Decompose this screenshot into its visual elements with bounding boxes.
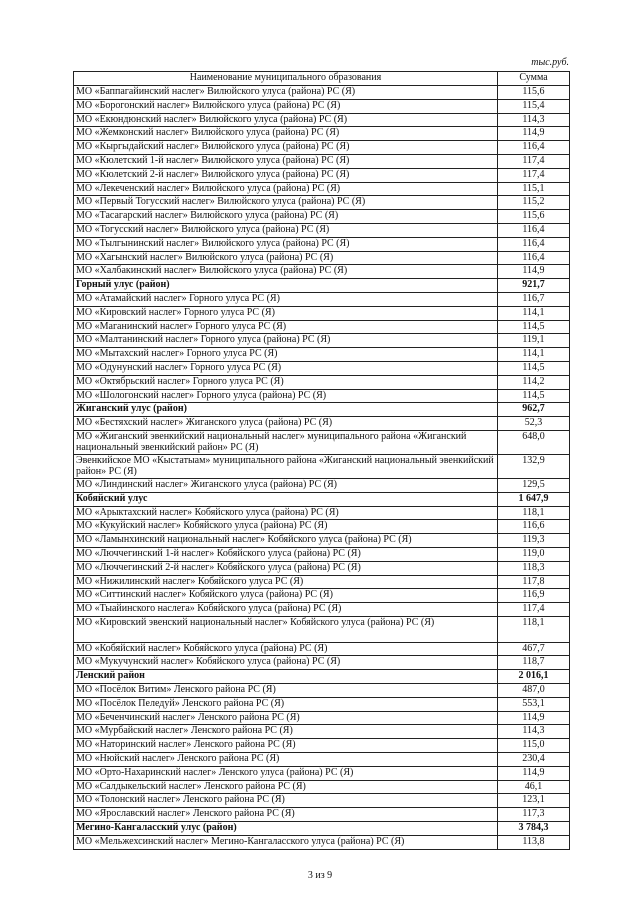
- row-name: МО «Шологонский наслег» Горного улуса (района) РС (Я): [74, 389, 498, 403]
- row-sum: 114,1: [498, 348, 570, 362]
- row-sum: 114,3: [498, 725, 570, 739]
- row-name: МО «Линдинский наслег» Жиганского улуса (района) РС (Я): [74, 478, 498, 492]
- row-name: МО «Жемконский наслег» Вилюйского улуса (района) РС (Я): [74, 127, 498, 141]
- table-row: [74, 753, 570, 767]
- table-row: [74, 141, 570, 155]
- row-name: МО «Нюйский наслег» Ленского района РС (Я): [74, 753, 498, 767]
- row-sum: 114,9: [498, 127, 570, 141]
- table-row: [74, 182, 570, 196]
- row-sum: 114,1: [498, 306, 570, 320]
- row-name: МО «Ярославский наслег» Ленского района РС (Я): [74, 808, 498, 822]
- row-name: МО «Тасагарский наслег» Вилюйского улуса (района) РС (Я): [74, 210, 498, 224]
- row-name: МО «Лекеченский наслег» Вилюйского улуса (района) РС (Я): [74, 182, 498, 196]
- row-sum: 467,7: [498, 642, 570, 656]
- row-name: МО «Кыргыдайский наслег» Вилюйского улуса (района) РС (Я): [74, 141, 498, 155]
- table-row: [74, 534, 570, 548]
- row-name: МО «Халбакинский наслег» Вилюйского улуса (района) РС (Я): [74, 265, 498, 279]
- row-sum: 114,5: [498, 389, 570, 403]
- row-sum: 115,6: [498, 210, 570, 224]
- row-name: МО «Маганинский наслег» Горного улуса РС (Я): [74, 320, 498, 334]
- table-row: [74, 127, 570, 141]
- row-sum: 132,9: [498, 454, 570, 478]
- row-name: МО «Толонский наслег» Ленского района РС (Я): [74, 794, 498, 808]
- row-sum: 116,4: [498, 141, 570, 155]
- table-row: [74, 334, 570, 348]
- table-row: [74, 589, 570, 603]
- row-name: Эвенкийское МО «Кыстатыам» муниципального района «Жиганский национальный эвенкийский район» РС (Я): [74, 454, 498, 478]
- table-row: [74, 99, 570, 113]
- row-name: Мегино-Кангаласский улус (район): [74, 822, 498, 836]
- row-name: МО «Мытахский наслег» Горного улуса РС (Я): [74, 348, 498, 362]
- table-row: [74, 616, 570, 642]
- row-sum: 116,7: [498, 292, 570, 306]
- table-row: [74, 306, 570, 320]
- table-row-subtotal: [74, 403, 570, 417]
- row-sum: 962,7: [498, 403, 570, 417]
- row-sum: 115,1: [498, 182, 570, 196]
- header-name: Наименование муниципального образования: [74, 72, 498, 86]
- table-row: [74, 808, 570, 822]
- table-row-subtotal: [74, 822, 570, 836]
- row-name: МО «Люччегинский 2-й наслег» Кобяйского улуса (района) РС (Я): [74, 561, 498, 575]
- row-sum: 230,4: [498, 753, 570, 767]
- row-name: МО «Посёлок Пеледуй» Ленского района РС (Я): [74, 697, 498, 711]
- row-name: МО «Мукучунский наслег» Кобяйского улуса (района) РС (Я): [74, 656, 498, 670]
- table-row: [74, 520, 570, 534]
- table-row: [74, 86, 570, 100]
- row-sum: 116,4: [498, 223, 570, 237]
- row-name: Ленский район: [74, 670, 498, 684]
- row-name: МО «Тогусский наслег» Вилюйского улуса (района) РС (Я): [74, 223, 498, 237]
- table-row: [74, 656, 570, 670]
- table-row-subtotal: [74, 279, 570, 293]
- row-sum: 116,6: [498, 520, 570, 534]
- row-sum: 114,5: [498, 320, 570, 334]
- row-sum: 114,5: [498, 361, 570, 375]
- row-name: МО «Салдыкельский наслег» Ленского района РС (Я): [74, 780, 498, 794]
- table-row: [74, 348, 570, 362]
- table-row: [74, 711, 570, 725]
- row-name: МО «Тыайинского наслега» Кобяйского улуса (района) РС (Я): [74, 603, 498, 617]
- row-name: МО «Тылгынинский наслег» Вилюйского улуса (района) РС (Я): [74, 237, 498, 251]
- row-name: МО «Екюндюнский наслег» Вилюйского улуса (района) РС (Я): [74, 113, 498, 127]
- row-name: МО «Атамайский наслег» Горного улуса РС (Я): [74, 292, 498, 306]
- table-row: [74, 430, 570, 454]
- budget-table: [73, 71, 570, 850]
- row-sum: 114,9: [498, 265, 570, 279]
- row-name: МО «Одунунский наслег» Горного улуса РС (Я): [74, 361, 498, 375]
- table-row: [74, 684, 570, 698]
- table-row: [74, 603, 570, 617]
- row-name: МО «Кировский эвенский национальный наслег» Кобяйского улуса (района) РС (Я): [74, 616, 498, 642]
- table-row: [74, 251, 570, 265]
- row-sum: 118,7: [498, 656, 570, 670]
- row-name: Кобяйский улус: [74, 492, 498, 506]
- row-sum: 117,4: [498, 168, 570, 182]
- row-name: МО «Борогонский наслег» Вилюйского улуса (района) РС (Я): [74, 99, 498, 113]
- table-header-row: [74, 72, 570, 86]
- table-row: [74, 739, 570, 753]
- table-row: [74, 361, 570, 375]
- table-row: [74, 168, 570, 182]
- header-sum: Сумма: [498, 72, 570, 86]
- row-sum: 117,3: [498, 808, 570, 822]
- row-name: МО «Жиганский эвенкийский национальный наслег» муниципального района «Жиганский национальный эвенкийский район» РС (Я): [74, 430, 498, 454]
- row-sum: 116,9: [498, 589, 570, 603]
- row-name: МО «Кюлетский 1-й наслег» Вилюйского улуса (района) РС (Я): [74, 154, 498, 168]
- row-name: МО «Орто-Нахаринский наслег» Ленского улуса (района) РС (Я): [74, 766, 498, 780]
- table-row: [74, 780, 570, 794]
- table-row: [74, 575, 570, 589]
- table-row: [74, 389, 570, 403]
- table-row-subtotal: [74, 670, 570, 684]
- row-name: МО «Хагынский наслег» Вилюйского улуса (района) РС (Я): [74, 251, 498, 265]
- table-row: [74, 725, 570, 739]
- row-sum: 117,8: [498, 575, 570, 589]
- row-sum: 921,7: [498, 279, 570, 293]
- table-row: [74, 375, 570, 389]
- row-sum: 117,4: [498, 154, 570, 168]
- row-name: МО «Малтанинский наслег» Горного улуса (района) РС (Я): [74, 334, 498, 348]
- row-name: МО «Ситтинский наслег» Кобяйского улуса (района) РС (Я): [74, 589, 498, 603]
- table-row: [74, 835, 570, 849]
- row-name: МО «Кюлетский 2-й наслег» Вилюйского улуса (района) РС (Я): [74, 168, 498, 182]
- table-row: [74, 506, 570, 520]
- row-name: МО «Люччегинский 1-й наслег» Кобяйского улуса (района) РС (Я): [74, 547, 498, 561]
- table-row: [74, 210, 570, 224]
- row-sum: 648,0: [498, 430, 570, 454]
- row-sum: 114,2: [498, 375, 570, 389]
- row-name: МО «Кировский наслег» Горного улуса РС (Я): [74, 306, 498, 320]
- row-sum: 1 647,9: [498, 492, 570, 506]
- table-row: [74, 223, 570, 237]
- table-row-subtotal: [74, 492, 570, 506]
- row-name: МО «Кобяйский наслег» Кобяйского улуса (района) РС (Я): [74, 642, 498, 656]
- row-sum: 114,9: [498, 766, 570, 780]
- row-sum: 553,1: [498, 697, 570, 711]
- row-name: МО «Кукуйский наслег» Кобяйского улуса (района) РС (Я): [74, 520, 498, 534]
- row-sum: 119,1: [498, 334, 570, 348]
- row-sum: 115,4: [498, 99, 570, 113]
- row-sum: 115,6: [498, 86, 570, 100]
- row-sum: 52,3: [498, 417, 570, 431]
- table-row: [74, 196, 570, 210]
- row-sum: 115,0: [498, 739, 570, 753]
- row-name: МО «Мельжехсинский наслег» Мегино-Кангаласского улуса (района) РС (Я): [74, 835, 498, 849]
- table-row: [74, 478, 570, 492]
- table-row: [74, 237, 570, 251]
- row-name: МО «Баппагайинский наслег» Вилюйского улуса (района) РС (Я): [74, 86, 498, 100]
- table-row: [74, 154, 570, 168]
- table-row: [74, 292, 570, 306]
- row-sum: 116,4: [498, 237, 570, 251]
- table-row: [74, 642, 570, 656]
- row-sum: 118,1: [498, 616, 570, 642]
- row-name: Горный улус (район): [74, 279, 498, 293]
- row-sum: 114,9: [498, 711, 570, 725]
- row-name: МО «Ламынхинский национальный наслег» Кобяйского улуса (района) РС (Я): [74, 534, 498, 548]
- row-sum: 118,3: [498, 561, 570, 575]
- table-row: [74, 113, 570, 127]
- table-row: [74, 547, 570, 561]
- row-name: МО «Наторинский наслег» Ленского района РС (Я): [74, 739, 498, 753]
- row-name: МО «Нижилинский наслег» Кобяйского улуса РС (Я): [74, 575, 498, 589]
- row-sum: 114,3: [498, 113, 570, 127]
- table-row: [74, 320, 570, 334]
- units-label: тыс.руб.: [531, 57, 569, 68]
- row-name: МО «Бестяхский наслег» Жиганского улуса (района) РС (Я): [74, 417, 498, 431]
- row-sum: 129,5: [498, 478, 570, 492]
- row-name: МО «Первый Тогусский наслег» Вилюйского улуса (района) РС (Я): [74, 196, 498, 210]
- table-row: [74, 417, 570, 431]
- row-sum: 118,1: [498, 506, 570, 520]
- row-sum: 119,3: [498, 534, 570, 548]
- table-row: [74, 766, 570, 780]
- table-row: [74, 561, 570, 575]
- row-name: МО «Арыктахский наслег» Кобяйского улуса (района) РС (Я): [74, 506, 498, 520]
- row-name: МО «Мурбайский наслег» Ленского района РС (Я): [74, 725, 498, 739]
- row-name: МО «Посёлок Витим» Ленского района РС (Я): [74, 684, 498, 698]
- table-row: [74, 454, 570, 478]
- table-body: [74, 86, 570, 850]
- row-sum: 119,0: [498, 547, 570, 561]
- row-sum: 113,8: [498, 835, 570, 849]
- row-sum: 3 784,3: [498, 822, 570, 836]
- row-name: МО «Октябрьский наслег» Горного улуса РС (Я): [74, 375, 498, 389]
- table-row: [74, 794, 570, 808]
- row-sum: 117,4: [498, 603, 570, 617]
- row-sum: 116,4: [498, 251, 570, 265]
- row-sum: 46,1: [498, 780, 570, 794]
- row-sum: 487,0: [498, 684, 570, 698]
- table-row: [74, 697, 570, 711]
- row-name: Жиганский улус (район): [74, 403, 498, 417]
- row-name: МО «Беченчинский наслег» Ленского района РС (Я): [74, 711, 498, 725]
- row-sum: 2 016,1: [498, 670, 570, 684]
- page-number: 3 из 9: [307, 870, 333, 881]
- table-row: [74, 265, 570, 279]
- row-sum: 115,2: [498, 196, 570, 210]
- row-sum: 123,1: [498, 794, 570, 808]
